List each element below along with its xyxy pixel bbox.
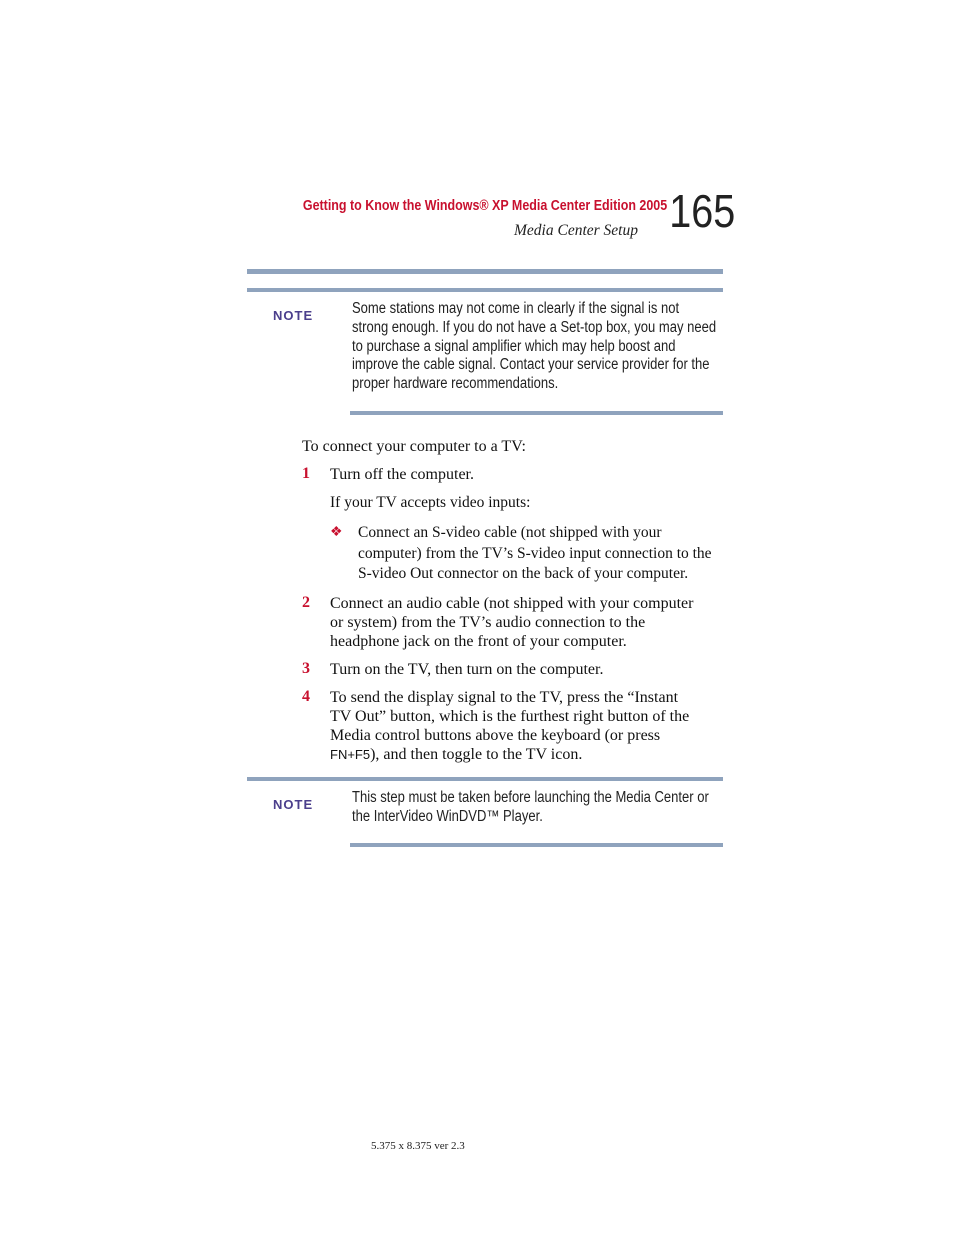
bullet-line: Connect an S-video cable (not shipped with your: [358, 524, 662, 541]
step4-line-rest: ), and then toggle to the TV icon.: [370, 746, 583, 763]
step3-text: Turn on the TV, then turn on the computer.: [330, 661, 604, 678]
note1-label: NOTE: [273, 308, 314, 323]
step4-text: [330, 688, 689, 764]
note1-top-rule: [247, 288, 723, 292]
note1-text: [352, 300, 727, 394]
note2-label: NOTE: [273, 797, 314, 812]
step4-line: Media control buttons above the keyboard (or press: [330, 727, 661, 744]
key-combo: FN+F5: [330, 747, 371, 762]
bullet-line: S-video Out connector on the back of your computer.: [358, 565, 689, 582]
note1-line: strong enough. If you do not have a Set-top box, you may need: [352, 318, 717, 336]
note2-line: This step must be taken before launching the Media Center or: [352, 789, 709, 806]
step3-number: 3: [302, 660, 310, 677]
step4-line: [330, 745, 689, 764]
step1-text: Turn off the computer.: [330, 466, 474, 483]
intro-text: To connect your computer to a TV:: [302, 438, 526, 455]
note2-bottom-rule: [350, 843, 723, 847]
step2-line: or system) from the TV’s audio connection to the: [330, 614, 646, 631]
header-rule: [247, 269, 723, 274]
note1-line: improve the cable signal. Contact your service provider for the: [352, 356, 710, 374]
step4-line: TV Out” button, which is the furthest right button of the: [330, 708, 690, 725]
step2-text: [330, 594, 693, 651]
step1-subtext: If your TV accepts video inputs:: [330, 494, 531, 511]
note1-bottom-rule: [350, 411, 723, 415]
step4-line: To send the display signal to the TV, press the “Instant: [330, 689, 679, 706]
step2-number: 2: [302, 594, 310, 611]
step1-number: 1: [302, 465, 310, 482]
print-spec-footer: 5.375 x 8.375 ver 2.3: [371, 1140, 465, 1152]
step2-line: headphone jack on the front of your computer.: [330, 633, 627, 650]
page-number: 165: [669, 185, 736, 237]
note1-line: proper hardware recommendations.: [352, 375, 559, 393]
bullet-diamond-icon: ❖: [330, 525, 343, 540]
bullet-line: computer) from the TV’s S-video input connection to the: [358, 544, 712, 562]
step1-bullet-text: [358, 523, 712, 585]
chapter-title: Getting to Know the Windows® XP Media Center Edition 2005: [302, 198, 668, 214]
note2-text: [352, 789, 727, 827]
note2-top-rule: [247, 777, 723, 781]
note1-line: Some stations may not come in clearly if the signal is not: [352, 300, 680, 317]
note2-line: the InterVideo WinDVD™ Player.: [352, 807, 543, 825]
note1-line: to purchase a signal amplifier which may help boost and: [352, 337, 676, 355]
step2-line: Connect an audio cable (not shipped with your computer: [330, 595, 694, 612]
step4-number: 4: [302, 688, 310, 705]
section-title: Media Center Setup: [514, 222, 638, 239]
